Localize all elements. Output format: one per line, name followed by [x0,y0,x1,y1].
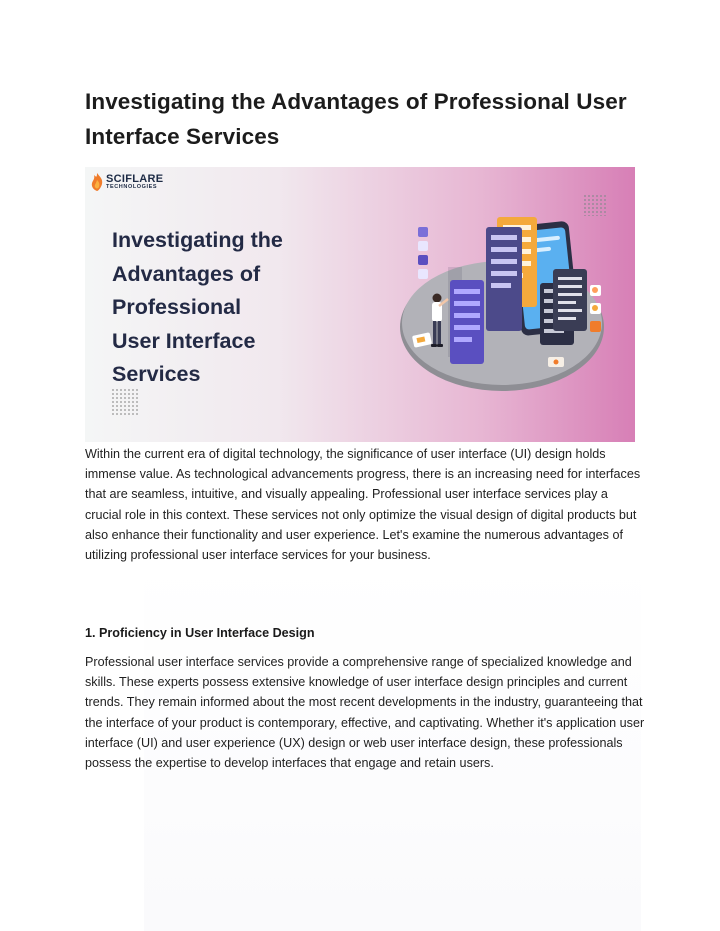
hero-banner [85,167,635,442]
flame-icon [91,173,103,191]
intro-paragraph: Within the current era of digital technology, the significance of user interface (UI) design holds immense value. As technological advancements progress, there is an increasing need for interfaces that are seamless, intuitive, and visually appealing. Professional user interface services play a crucial role in this context. These services not only optimize the visual design of digital products but also enhance their functionality and user experience. Let's examine the numerous advantages of utilizing professional user interface services for your business. [85,447,641,563]
banner-title-line: Advantages of [112,261,261,286]
page-title: Investigating the Advantages of Professional User Interface Services [85,89,627,149]
company-logo [91,173,163,191]
logo-subtitle: TECHNOLOGIES [106,183,158,190]
banner-title-line: User Interface [112,328,256,353]
ui-design-illustration [390,207,610,407]
dot-pattern-decoration [111,388,139,416]
logo-name: SCIFLARE [106,172,164,185]
section-paragraph: Professional user interface services provide a comprehensive range of specialized knowledge and skills. These experts possess extensive knowledge of user interface design principles and current trends. They remain informed about the most recent developments in the industry, guaranteeing that the interface of your product is contemporary, effective, and captivating. Whether it's application user interface (UI) and user experience (UX) design or web user interface design, these professionals possess the expertise to develop interfaces that engage and retain users. [85,655,645,771]
banner-title [112,224,342,392]
banner-title-line: Services [112,362,201,386]
section-heading: 1. Proficiency in User Interface Design [85,626,315,640]
banner-title-line: Professional [112,295,242,319]
banner-title-line: Investigating the [112,228,283,252]
